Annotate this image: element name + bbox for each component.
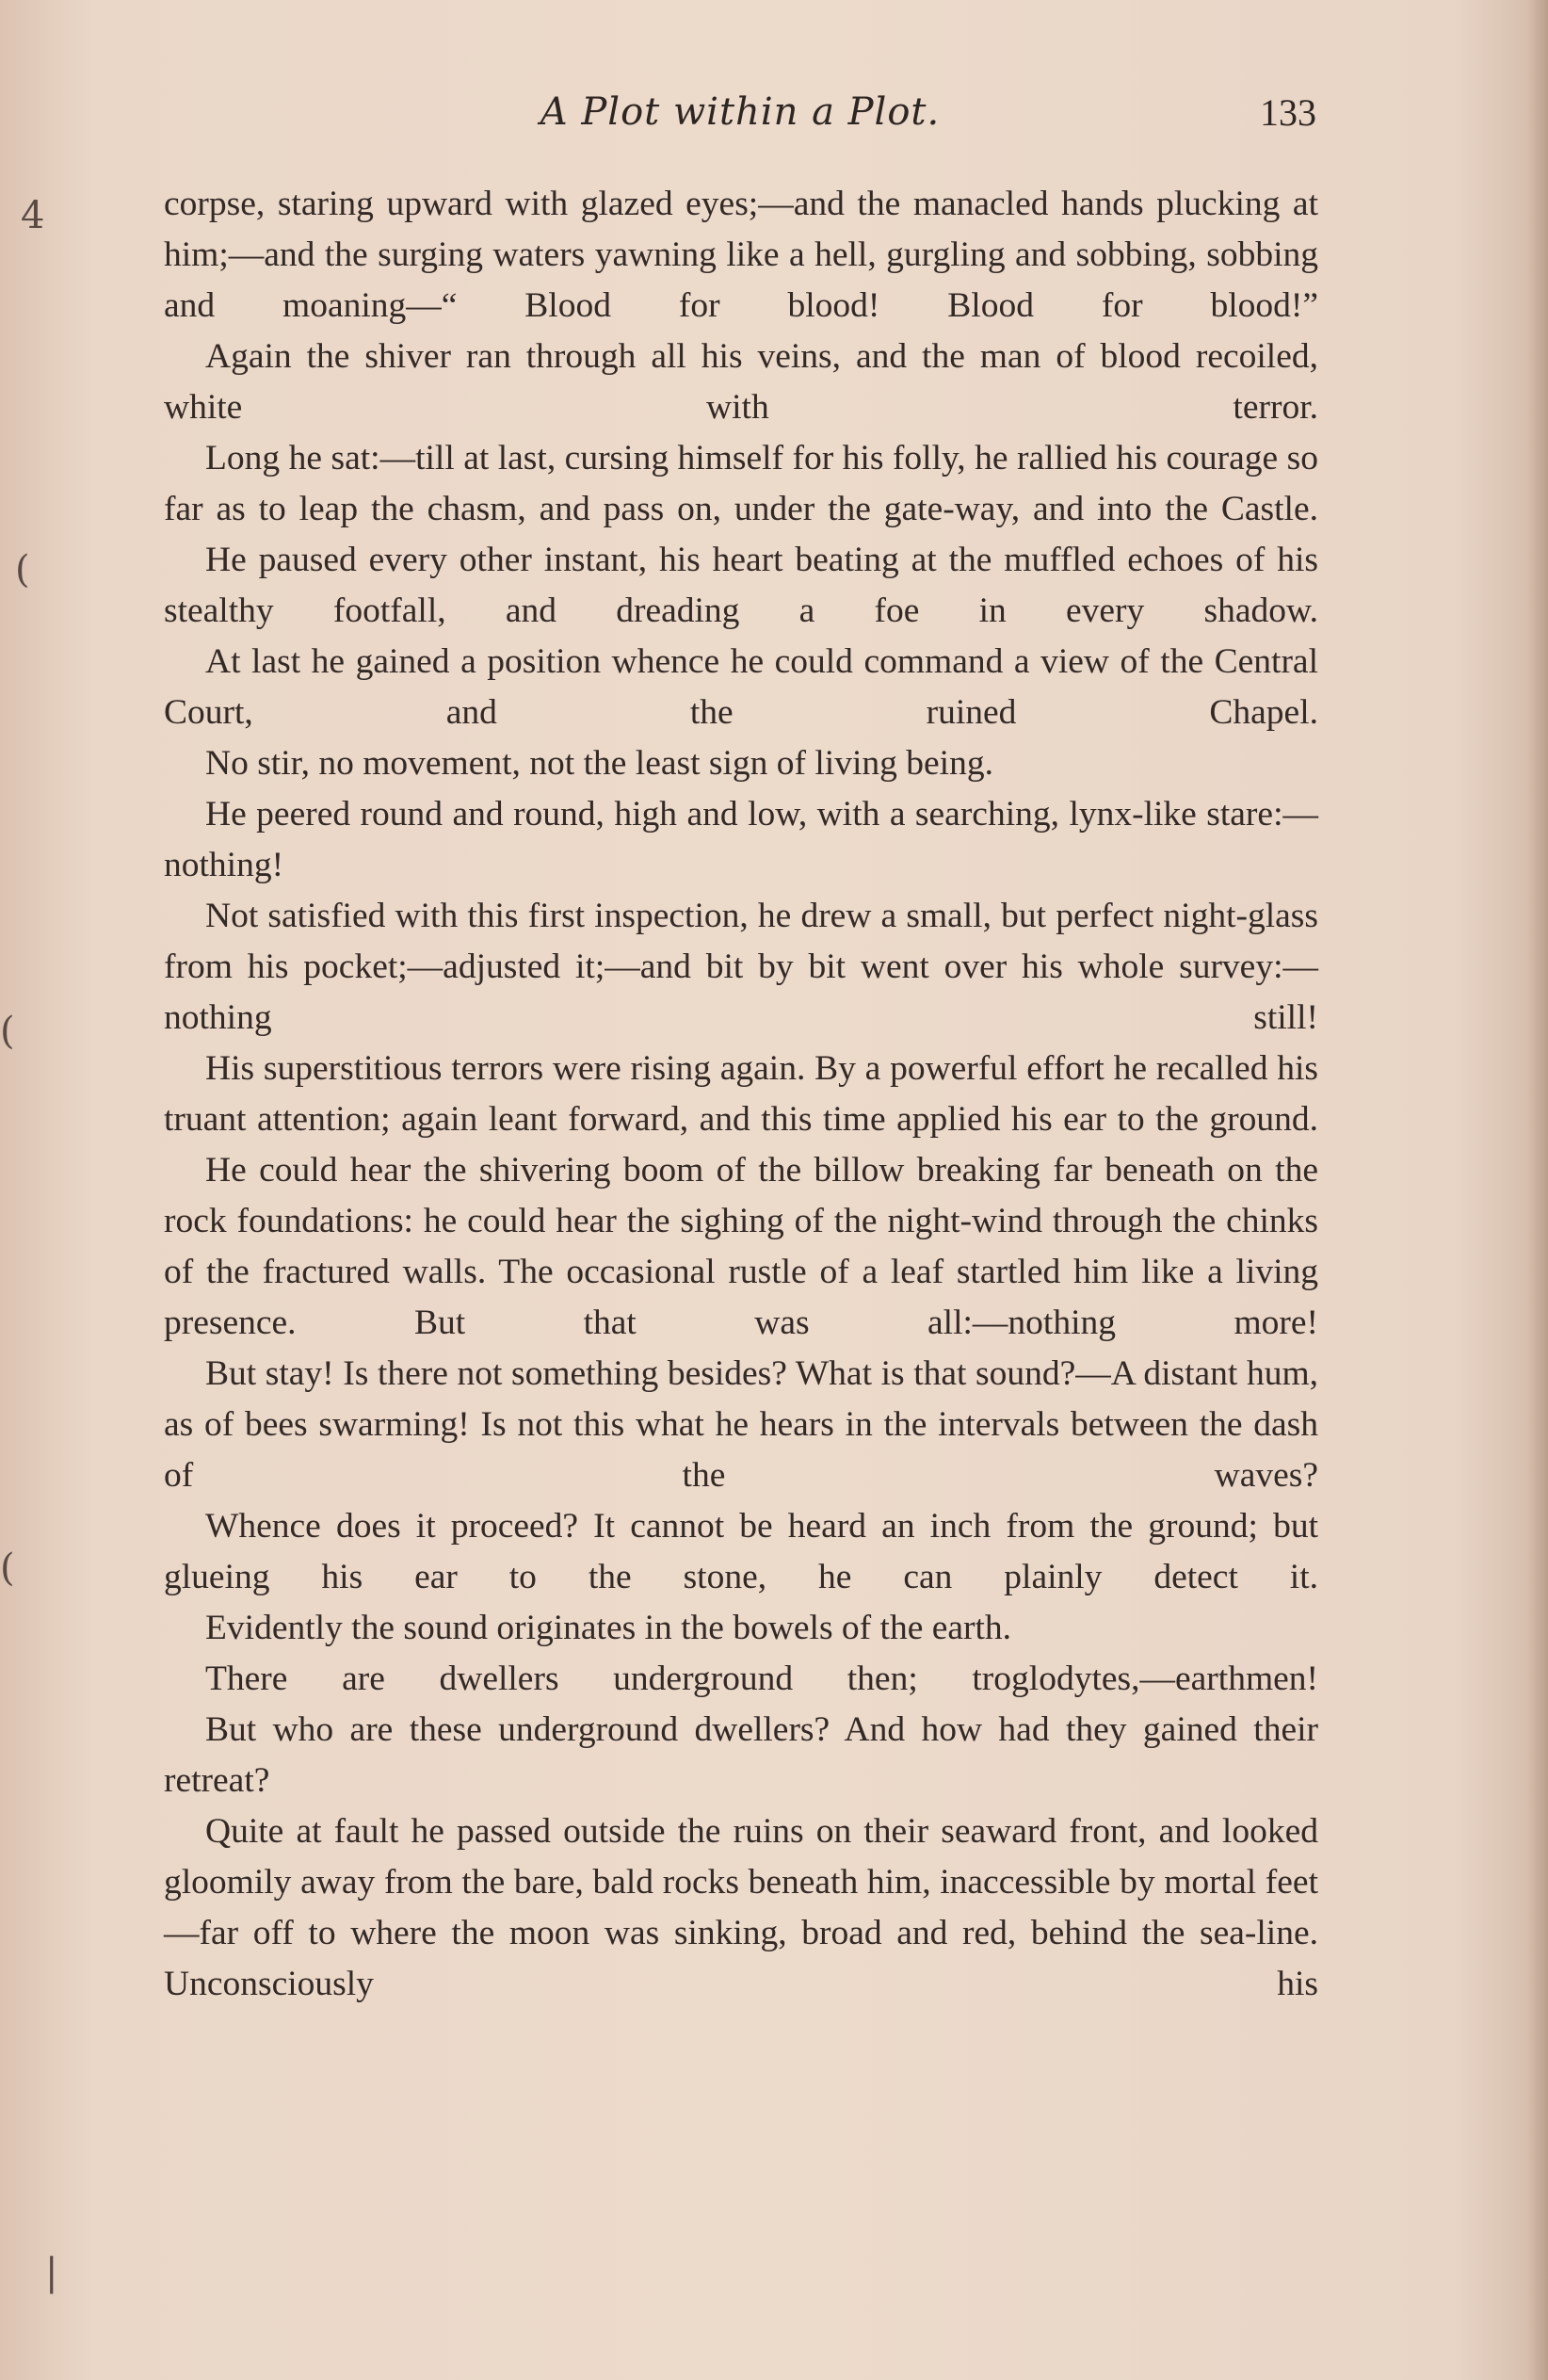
paragraph: Evidently the sound originates in the bowels of the earth. [205, 1609, 1012, 1647]
paragraph: Quite at fault he passed outside the ruins on their seaward front, and looked gloomily away from the bare, bald rocks beneath him, inaccessible by mortal feet—far off to where the moon was sinking, broad and red, behind the sea-line. Unconsciously his [164, 1812, 1318, 2003]
paragraph: He peered round and round, high and low, with a searching, lynx-like stare:—nothing! [164, 795, 1318, 884]
page-number: 133 [1260, 91, 1316, 134]
paragraph: Not satisfied with this first inspection, he drew a small, but perfect night-glass from his pocket;—adjusted it;—and bit by bit went over his whole survey:—nothing still! [164, 897, 1318, 1037]
margin-mark: ( [0, 1010, 15, 1053]
margin-mark: 4 [21, 194, 45, 237]
paragraph: Long he sat:—till at last, cursing himself for his folly, he rallied his courage so far as to leap the chasm, and pass on, under the gate-way, and into the Castle. [164, 439, 1318, 528]
paragraph: Again the shiver ran through all his veins, and the man of blood recoiled, white with terror. [164, 337, 1318, 427]
paragraph: He could hear the shivering boom of the billow breaking far beneath on the rock foundations: he could hear the sighing of the night-wind through the chinks of the fractured walls. The occasional rustle of a leaf startled him like a living presence. But that was all:—nothing more! [164, 1151, 1318, 1342]
paragraph: corpse, staring upward with glazed eyes;—and the manacled hands plucking at him;—and the surging waters yawning like a hell, gurgling and sobbing, sobbing and moaning—“ Blood for blood! Blood for blood!” [164, 185, 1318, 325]
paragraph: At last he gained a position whence he could command a view of the Central Court, and the ruined Chapel. [164, 642, 1318, 732]
body-text [164, 179, 1318, 2010]
paragraph: But who are these underground dwellers? And how had they gained their retreat? [164, 1710, 1318, 1800]
paragraph: His superstitious terrors were rising again. By a powerful effort he recalled his truant attention; again leant forward, and this time applied his ear to the ground. [164, 1049, 1318, 1139]
running-title: A Plot within a Plot. [540, 90, 941, 134]
paragraph: He paused every other instant, his heart beating at the muffled echoes of his stealthy footfall, and dreading a foe in every shadow. [164, 541, 1318, 630]
margin-mark: | [45, 2251, 58, 2294]
paragraph: There are dwellers underground then; troglodytes,—earthmen! [205, 1660, 1318, 1698]
running-head [164, 90, 1316, 147]
margin-mark: ( [0, 1546, 15, 1590]
paragraph: Whence does it proceed? It cannot be heard an inch from the ground; but glueing his ear to the stone, he can plainly detect it. [164, 1507, 1318, 1596]
paragraph: No stir, no movement, not the least sign of living being. [205, 744, 993, 783]
page-edge-shadow [1527, 0, 1548, 2380]
paragraph: But stay! Is there not something besides? What is that sound?—A distant hum, as of bees swarming! Is not this what he hears in the intervals between the dash of the waves? [164, 1354, 1318, 1495]
margin-mark: ( [15, 548, 30, 591]
